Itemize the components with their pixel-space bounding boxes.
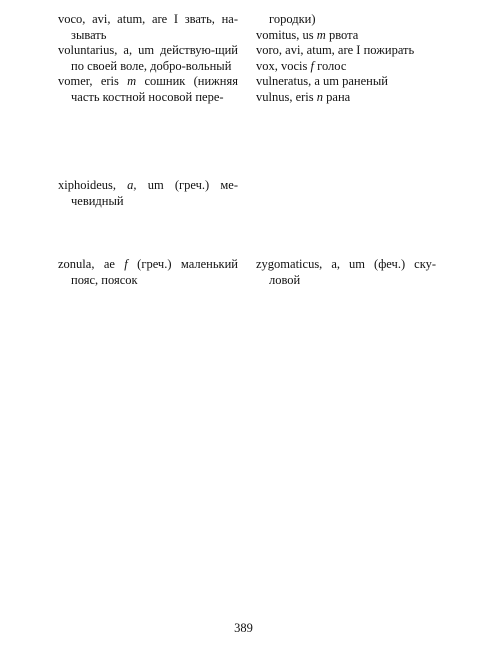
- entry-vulnus-gender: n: [316, 89, 324, 104]
- entry-voro-gloss: пожирать: [360, 43, 415, 58]
- entry-vulnus-gloss: рана: [323, 89, 351, 104]
- entry-zonula-gender: f: [124, 257, 128, 271]
- entry-vulnus-lemma: vulnus, eris: [256, 89, 317, 104]
- entry-xiphoideus-gloss: (греч.) ме-чевидный: [71, 178, 238, 208]
- entry-vomitus-gloss: рвота: [325, 27, 359, 42]
- entry-vox-gender: f: [310, 58, 314, 73]
- entry-vox-lemma: vox, vocis: [256, 58, 311, 73]
- entry-vomer-gloss: сошник (нижняя часть костной носовой пере-: [71, 74, 238, 104]
- entry-vulneratus-lemma: vulneratus, a um: [256, 74, 339, 89]
- entry-voco-gloss: звать, на-зывать: [71, 12, 238, 42]
- entry-vomer: [58, 74, 238, 105]
- entry-vomitus: [256, 28, 436, 44]
- entry-zygomaticus-gloss: (феч.) ску-ловой: [269, 257, 436, 287]
- block2-left-column: [58, 178, 238, 209]
- entry-voluntarius-lemma: voluntarius, a, um: [58, 43, 155, 58]
- entry-continuation-text: городки): [269, 12, 316, 26]
- entry-vulnus: [256, 90, 436, 106]
- page-number: 389: [234, 621, 253, 635]
- entry-vox: [256, 59, 436, 75]
- entry-xiphoideus-lemma-rest: um: [136, 178, 164, 192]
- entry-voluntarius: [58, 43, 238, 74]
- entry-zonula: [58, 257, 238, 288]
- entry-voco-lemma: voco, avi, atum, are I: [58, 12, 179, 26]
- entry-vomer-gender: m: [127, 74, 137, 89]
- entry-zonula-gloss: (греч.) маленький пояс, поясок: [71, 257, 238, 287]
- entry-vox-gloss: голос: [314, 58, 347, 73]
- entry-continuation: [256, 12, 436, 28]
- entry-xiphoideus-lemma: xiphoideus,: [58, 178, 128, 192]
- entry-vomitus-lemma: vomitus, us: [256, 27, 317, 42]
- entry-voro-lemma: voro, avi, atum, are I: [256, 43, 361, 58]
- block3-right-column: [256, 257, 436, 288]
- block1-left-column: [58, 12, 238, 106]
- entry-vomitus-gender: m: [316, 27, 326, 42]
- entry-voro: [256, 43, 436, 59]
- entry-vomer-lemma: vomer, eris: [58, 74, 128, 89]
- block3-left-column: [58, 257, 238, 288]
- entry-zygomaticus: [256, 257, 436, 288]
- entry-voco: [58, 12, 238, 43]
- entry-xiphoideus: [58, 178, 238, 209]
- entry-vulneratus-gloss: раненый: [338, 74, 388, 89]
- entry-vulneratus: [256, 74, 436, 90]
- entry-zygomaticus-lemma: zygomaticus, a, um: [256, 257, 366, 271]
- entry-xiphoideus-lemma-italic: a,: [127, 178, 137, 192]
- entry-zonula-lemma: zonula, ae: [58, 257, 125, 271]
- entry-voluntarius-gloss: действую-щий по своей воле, добро-вольный: [71, 43, 238, 73]
- block1-right-column: [256, 12, 436, 106]
